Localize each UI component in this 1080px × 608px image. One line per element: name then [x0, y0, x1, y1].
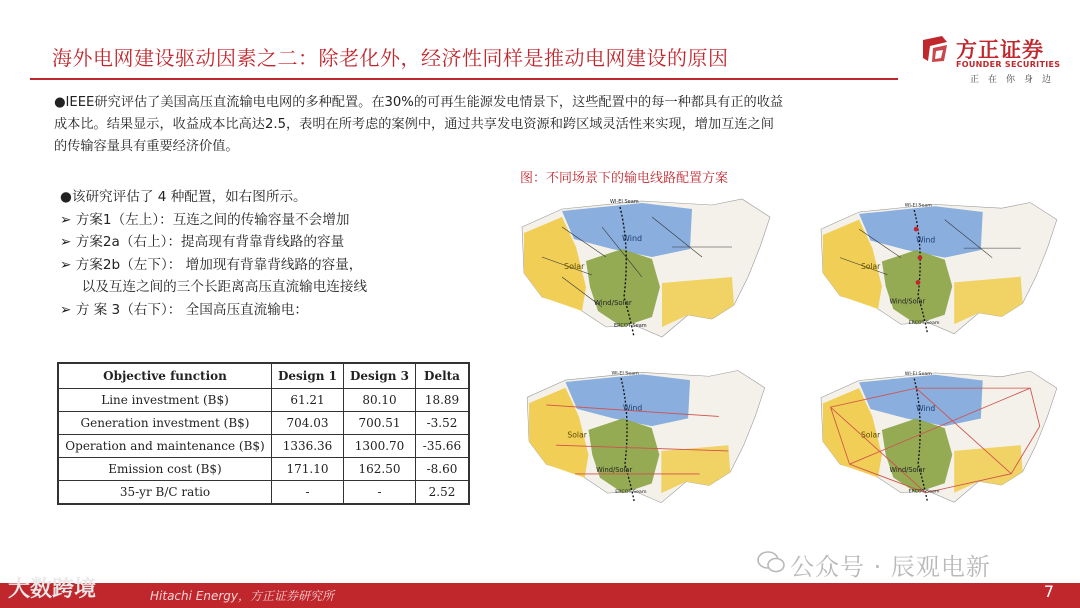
logo-text-cn: 方正证券	[956, 38, 1044, 62]
table-cell: -	[344, 481, 416, 505]
table-header: Objective function	[58, 363, 272, 389]
map-label-wind-solar: Wind/Solar	[596, 466, 633, 475]
footer-band	[0, 583, 1080, 608]
bullet-item: ➢ 方案2a（右上）：提高现有背靠背线路的容量	[60, 234, 345, 251]
table-cell: 80.10	[344, 389, 416, 412]
wechat-icon	[757, 551, 785, 573]
table-cell: 2.52	[416, 481, 470, 505]
map-label-wind: Wind	[622, 234, 643, 243]
table-cell: 171.10	[272, 458, 344, 481]
intro-line: 的传输容量具有重要经济价值。	[54, 139, 239, 154]
table-row	[58, 412, 469, 435]
table-cell: -8.60	[416, 458, 470, 481]
table-row	[58, 435, 469, 458]
figure-caption: 图：不同场景下的输电线路配置方案	[520, 171, 729, 186]
source-note: Hitachi Energy，方正证券研究所	[150, 589, 334, 603]
table-cell: Line investment (B$)	[58, 389, 272, 412]
table-cell: 1336.36	[272, 435, 344, 458]
table-header: Design 3	[344, 363, 416, 389]
table-cell: Generation investment (B$)	[58, 412, 272, 435]
map-label-ercot-seam: ERCOT Seam	[908, 489, 940, 495]
table-header: Design 1	[272, 363, 344, 389]
table-cell: 18.89	[416, 389, 470, 412]
map-label-ercot-seam: ERCOT Seam	[615, 490, 647, 496]
map-label-ercot-seam: ERCOT Seam	[908, 321, 940, 327]
map-design-1	[502, 187, 788, 354]
bullet-item: ➢ 方案1（左上）：互连之间的传输容量不会增加	[60, 211, 350, 228]
map-label-wi-ei-seam: WI-EI Seam	[611, 371, 639, 377]
us-map-image	[502, 187, 788, 354]
table-cell: Operation and maintenance (B$)	[58, 435, 272, 458]
bullet-item: ➢ 方案2b（左下）： 增加现有背靠背线路的容量，	[60, 256, 363, 273]
company-logo	[920, 30, 1060, 86]
map-label-wi-ei-seam: WI-EI Seam	[610, 199, 639, 205]
us-map-image	[802, 359, 1074, 519]
scenario-maps	[502, 187, 1074, 521]
page-title: 海外电网建设驱动因素之二：除老化外，经济性同样是推动电网建设的原因	[52, 46, 729, 70]
map-label-wind-solar: Wind/Solar	[889, 297, 926, 306]
map-label-wi-ei-seam: WI-EI Seam	[904, 203, 932, 209]
map-label-wind: Wind	[916, 403, 936, 413]
table-header: Delta	[416, 363, 470, 389]
table-cell: -35.66	[416, 435, 470, 458]
map-label-wi-ei-seam: WI-EI Seam	[904, 371, 932, 377]
table-cell: Emission cost (B$)	[58, 458, 272, 481]
intro-line: ●IEEE研究评估了美国高压直流输电电网的多种配置。在30%的可再生能源发电情景下，这些配置中的每一种都具有正的收益	[54, 95, 784, 110]
table-cell: -3.52	[416, 412, 470, 435]
map-label-wind-solar: Wind/Solar	[594, 299, 632, 307]
intro-paragraph	[54, 92, 1044, 158]
map-design-2a	[802, 187, 1080, 354]
page-number: 7	[1043, 582, 1054, 601]
bullet-item: ➢ 方 案 3（右下）： 全国高压直流输电：	[60, 301, 309, 318]
brand-watermark: 大数跨境	[8, 577, 97, 602]
table-cell: 1300.70	[344, 435, 416, 458]
map-label-wind-solar: Wind/Solar	[889, 465, 926, 474]
bullet-item: 以及互连之间的三个长距离高压直流输电连接线	[60, 279, 368, 296]
table-row	[58, 389, 469, 412]
map-label-wind: Wind	[622, 403, 643, 413]
map-design-3	[802, 359, 1080, 526]
map-label-ercot-seam: ERCOT Seam	[614, 323, 647, 329]
founder-logo-icon	[920, 34, 950, 64]
map-design-2b	[502, 359, 788, 526]
table-cell: 162.50	[344, 458, 416, 481]
wechat-watermark: 公众号 · 辰观电新	[790, 553, 991, 581]
map-label-solar: Solar	[564, 262, 585, 271]
intro-line: 成本比。结果显示，收益成本比高达2.5，表明在所考虑的案例中，通过共享发电资源和跨区域灵活性来实现，增加互连之间	[54, 117, 774, 132]
table-cell: 61.21	[272, 389, 344, 412]
table-cell: -	[272, 481, 344, 505]
table-row	[58, 458, 469, 481]
table-cell: 35-yr B/C ratio	[58, 481, 272, 505]
objective-table	[57, 362, 470, 505]
table-row	[58, 481, 469, 505]
map-label-wind: Wind	[916, 235, 936, 245]
map-label-solar: Solar	[860, 430, 881, 440]
table-cell: 704.03	[272, 412, 344, 435]
bullet-list	[60, 186, 480, 322]
logo-text-en: FOUNDER SECURITIES	[956, 60, 1061, 69]
logo-slogan: 正在你身边	[969, 75, 1060, 85]
us-map-image	[802, 187, 1074, 354]
us-map-image	[502, 359, 788, 519]
table-cell: 700.51	[344, 412, 416, 435]
bullet-item: ●该研究评估了 4 种配置，如右图所示。	[60, 189, 307, 205]
title-divider	[30, 78, 898, 80]
map-label-solar: Solar	[567, 430, 587, 440]
map-label-solar: Solar	[860, 262, 881, 272]
table-header-row	[58, 363, 469, 389]
